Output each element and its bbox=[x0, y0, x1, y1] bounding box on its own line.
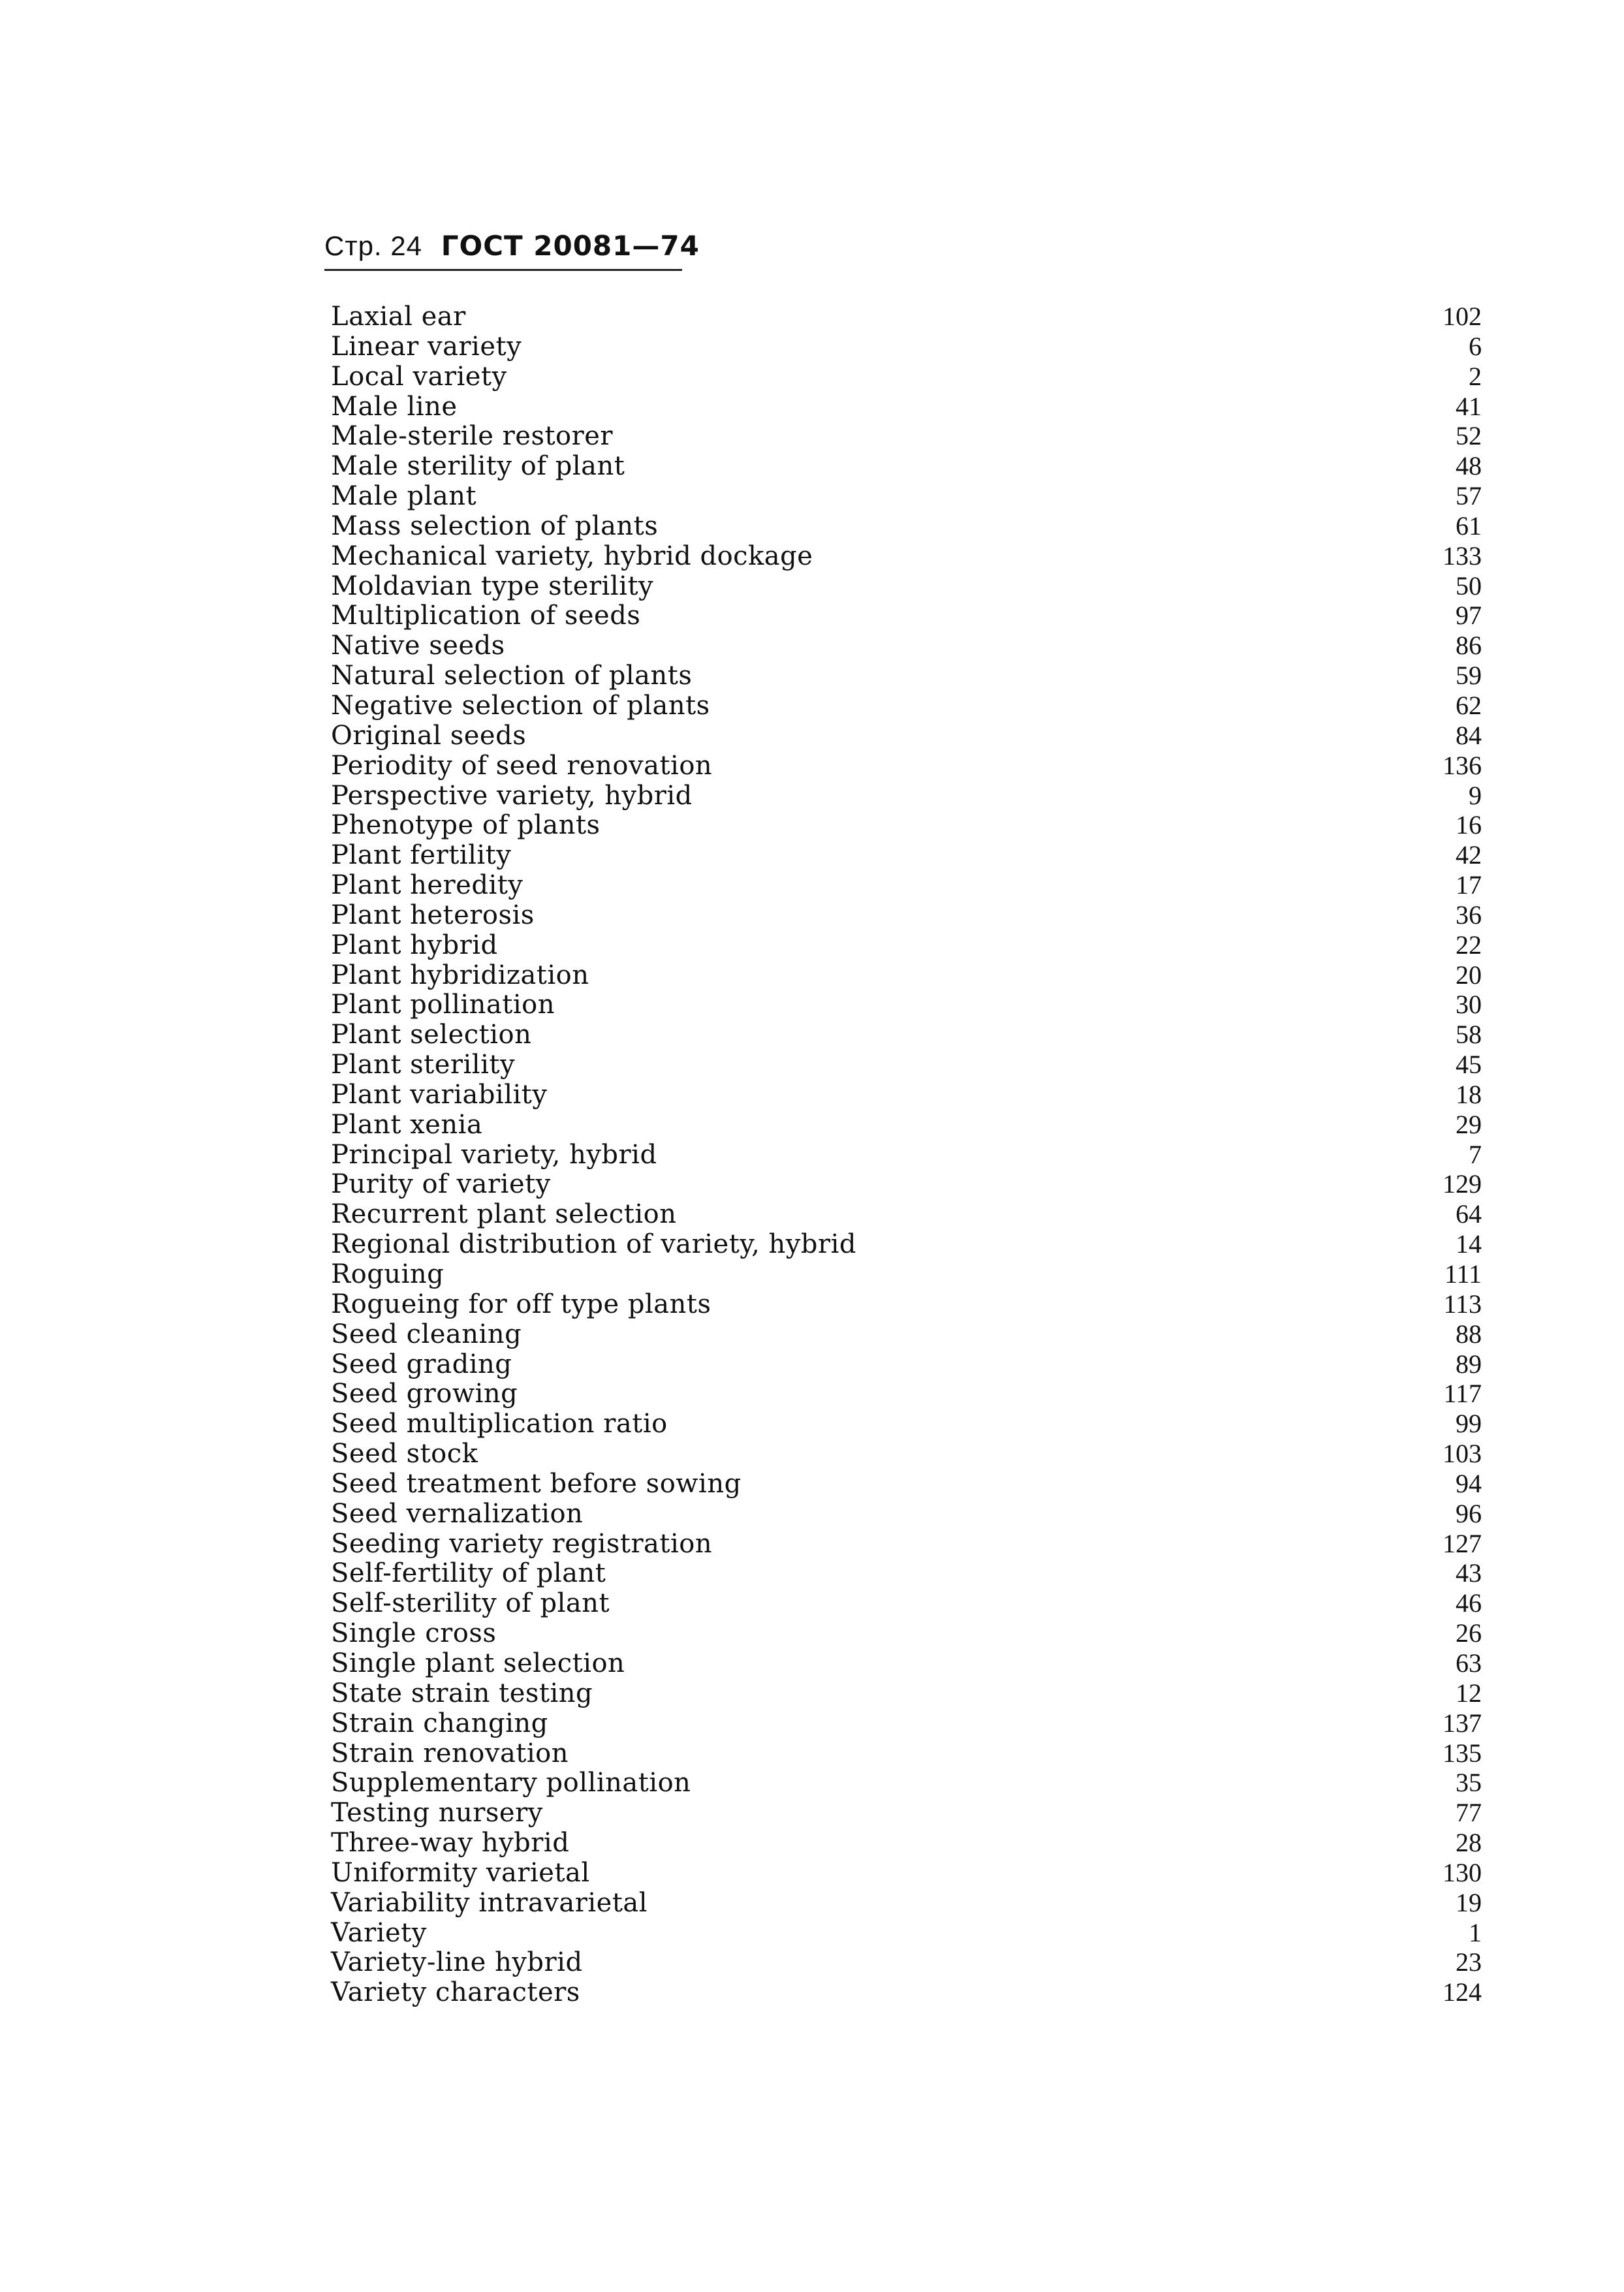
index-row bbox=[331, 1858, 1482, 1888]
index-term: Single cross bbox=[331, 1618, 497, 1649]
index-term: Plant pollination bbox=[331, 990, 555, 1020]
index-term-number: 20 bbox=[1456, 960, 1482, 990]
page-number-label: Стр. 24 bbox=[324, 230, 422, 261]
header-rule bbox=[324, 269, 682, 271]
index-row bbox=[331, 1169, 1482, 1199]
index-term-number: 28 bbox=[1456, 1828, 1482, 1858]
index-row bbox=[331, 511, 1482, 541]
index-term-number: 94 bbox=[1456, 1468, 1482, 1498]
index-term: Roguing bbox=[331, 1259, 445, 1289]
index-term-number: 36 bbox=[1456, 900, 1482, 930]
index-term: Self-sterility of plant bbox=[331, 1588, 610, 1619]
index-row bbox=[331, 631, 1482, 661]
index-term: Strain changing bbox=[331, 1708, 548, 1738]
index-row bbox=[331, 810, 1482, 840]
index-term: Phenotype of plants bbox=[331, 810, 601, 841]
index-row bbox=[331, 1379, 1482, 1409]
index-row bbox=[331, 1828, 1482, 1858]
index-term: Plant hybridization bbox=[331, 960, 589, 990]
index-row bbox=[331, 1439, 1482, 1469]
index-term: Male plant bbox=[331, 481, 477, 512]
index-term-number: 52 bbox=[1456, 421, 1482, 451]
index-row bbox=[331, 392, 1482, 422]
alphabetical-index bbox=[331, 302, 1482, 2007]
index-term: Rogueing for off type plants bbox=[331, 1289, 711, 1319]
index-term: Plant selection bbox=[331, 1020, 532, 1050]
index-term-number: 63 bbox=[1456, 1648, 1482, 1678]
index-term: Plant xenia bbox=[331, 1109, 483, 1140]
index-term-number: 86 bbox=[1456, 631, 1482, 661]
index-term: Native seeds bbox=[331, 631, 505, 661]
index-term: Testing nursery bbox=[331, 1798, 543, 1829]
index-row bbox=[331, 1259, 1482, 1289]
index-term-number: 137 bbox=[1443, 1708, 1482, 1738]
index-row bbox=[331, 1977, 1482, 2007]
index-term-number: 29 bbox=[1456, 1109, 1482, 1139]
index-term-number: 42 bbox=[1456, 840, 1482, 870]
index-row bbox=[331, 1110, 1482, 1140]
index-term: Supplementary pollination bbox=[331, 1768, 691, 1798]
index-row bbox=[331, 541, 1482, 571]
index-term: Plant heterosis bbox=[331, 900, 535, 930]
index-term: Variety characters bbox=[331, 1977, 580, 2008]
index-row bbox=[331, 1558, 1482, 1588]
index-row bbox=[331, 1409, 1482, 1439]
index-row bbox=[331, 781, 1482, 811]
index-row bbox=[331, 1349, 1482, 1379]
index-row bbox=[331, 691, 1482, 721]
index-term: Negative selection of plants bbox=[331, 690, 710, 721]
index-term-number: 64 bbox=[1456, 1199, 1482, 1229]
index-term: Original seeds bbox=[331, 720, 527, 751]
index-row bbox=[331, 930, 1482, 960]
index-row bbox=[331, 1229, 1482, 1259]
index-term: Regional distribution of variety, hybrid bbox=[331, 1229, 856, 1260]
index-term-number: 23 bbox=[1456, 1947, 1482, 1977]
index-term: Principal variety, hybrid bbox=[331, 1139, 657, 1170]
index-row bbox=[331, 1080, 1482, 1110]
index-term-number: 17 bbox=[1456, 870, 1482, 900]
index-term-number: 89 bbox=[1456, 1349, 1482, 1379]
index-term-number: 19 bbox=[1456, 1887, 1482, 1917]
index-term-number: 129 bbox=[1443, 1169, 1482, 1199]
index-row bbox=[331, 840, 1482, 870]
index-term-number: 12 bbox=[1456, 1678, 1482, 1708]
index-row bbox=[331, 1888, 1482, 1918]
index-term-number: 59 bbox=[1456, 661, 1482, 691]
index-row bbox=[331, 990, 1482, 1020]
index-row bbox=[331, 1678, 1482, 1708]
index-row bbox=[331, 1529, 1482, 1559]
index-term: Mechanical variety, hybrid dockage bbox=[331, 541, 813, 571]
index-term-number: 26 bbox=[1456, 1618, 1482, 1648]
index-term: Three-way hybrid bbox=[331, 1828, 570, 1859]
index-term: Strain renovation bbox=[331, 1738, 569, 1768]
index-row bbox=[331, 1618, 1482, 1648]
index-term-number: 111 bbox=[1444, 1259, 1482, 1289]
index-term: Variety-line hybrid bbox=[331, 1947, 583, 1978]
index-term: Mass selection of plants bbox=[331, 510, 659, 541]
index-term: Linear variety bbox=[331, 331, 522, 362]
index-term-number: 2 bbox=[1469, 361, 1482, 391]
index-row bbox=[331, 332, 1482, 362]
index-term: Seed multiplication ratio bbox=[331, 1409, 668, 1439]
index-row bbox=[331, 900, 1482, 930]
page-header bbox=[324, 230, 700, 262]
index-term-number: 46 bbox=[1456, 1588, 1482, 1618]
index-row bbox=[331, 421, 1482, 451]
index-term-number: 7 bbox=[1469, 1139, 1482, 1169]
index-term-number: 18 bbox=[1456, 1079, 1482, 1109]
index-row bbox=[331, 751, 1482, 781]
index-term-number: 61 bbox=[1456, 510, 1482, 541]
index-row bbox=[331, 1588, 1482, 1618]
index-term: Seed grading bbox=[331, 1349, 512, 1379]
index-term-number: 97 bbox=[1456, 601, 1482, 631]
index-term-number: 30 bbox=[1456, 990, 1482, 1020]
index-term-number: 133 bbox=[1443, 541, 1482, 571]
index-term: Plant sterility bbox=[331, 1050, 516, 1080]
index-row bbox=[331, 1199, 1482, 1229]
index-row bbox=[331, 1738, 1482, 1768]
index-term: State strain testing bbox=[331, 1678, 593, 1708]
index-term-number: 22 bbox=[1456, 930, 1482, 960]
index-row bbox=[331, 1947, 1482, 1977]
index-term-number: 45 bbox=[1456, 1050, 1482, 1080]
index-term: Perspective variety, hybrid bbox=[331, 780, 693, 811]
index-row bbox=[331, 1499, 1482, 1529]
index-row bbox=[331, 451, 1482, 481]
index-row bbox=[331, 571, 1482, 601]
index-term: Laxial ear bbox=[331, 302, 466, 332]
index-term-number: 35 bbox=[1456, 1768, 1482, 1798]
index-term-number: 103 bbox=[1443, 1439, 1482, 1469]
index-row bbox=[331, 1140, 1482, 1170]
index-row bbox=[331, 870, 1482, 900]
index-term: Local variety bbox=[331, 361, 507, 392]
index-row bbox=[331, 1319, 1482, 1349]
index-term: Seeding variety registration bbox=[331, 1528, 713, 1559]
index-term: Plant variability bbox=[331, 1079, 548, 1110]
index-term-number: 136 bbox=[1443, 750, 1482, 780]
index-row bbox=[331, 1020, 1482, 1050]
index-row bbox=[331, 661, 1482, 691]
index-term-number: 57 bbox=[1456, 481, 1482, 511]
index-row bbox=[331, 1469, 1482, 1499]
index-row bbox=[331, 1768, 1482, 1798]
index-term-number: 16 bbox=[1456, 810, 1482, 840]
index-term-number: 96 bbox=[1456, 1498, 1482, 1528]
index-term-number: 117 bbox=[1443, 1379, 1482, 1409]
index-term: Self-fertility of plant bbox=[331, 1558, 606, 1589]
index-term: Uniformity varietal bbox=[331, 1857, 590, 1888]
index-term: Variety bbox=[331, 1917, 427, 1948]
index-term: Seed stock bbox=[331, 1439, 478, 1469]
index-term-number: 124 bbox=[1443, 1977, 1482, 2007]
index-row bbox=[331, 1918, 1482, 1948]
index-term: Plant heredity bbox=[331, 870, 523, 901]
index-row bbox=[331, 1050, 1482, 1080]
index-term: Seed vernalization bbox=[331, 1498, 584, 1529]
index-row bbox=[331, 302, 1482, 332]
index-term: Recurrent plant selection bbox=[331, 1199, 677, 1230]
index-row bbox=[331, 1798, 1482, 1828]
index-row bbox=[331, 601, 1482, 631]
index-row bbox=[331, 481, 1482, 511]
index-term-number: 62 bbox=[1456, 690, 1482, 720]
index-row bbox=[331, 1289, 1482, 1319]
index-term-number: 113 bbox=[1443, 1289, 1482, 1319]
index-term: Seed growing bbox=[331, 1379, 518, 1409]
index-term-number: 135 bbox=[1443, 1738, 1482, 1768]
index-term: Periodity of seed renovation bbox=[331, 750, 713, 781]
index-row bbox=[331, 721, 1482, 751]
index-term-number: 99 bbox=[1456, 1409, 1482, 1439]
index-term-number: 50 bbox=[1456, 571, 1482, 601]
index-row bbox=[331, 1708, 1482, 1738]
index-term-number: 9 bbox=[1469, 780, 1482, 810]
index-term-number: 41 bbox=[1456, 391, 1482, 421]
index-row bbox=[331, 362, 1482, 392]
index-term-number: 1 bbox=[1469, 1917, 1482, 1947]
index-term-number: 14 bbox=[1456, 1229, 1482, 1259]
index-term: Multiplication of seeds bbox=[331, 601, 641, 631]
index-term: Male line bbox=[331, 391, 458, 422]
standard-designation: ГОСТ 20081—74 bbox=[441, 230, 700, 262]
index-term-number: 127 bbox=[1443, 1528, 1482, 1558]
index-term: Plant hybrid bbox=[331, 930, 498, 960]
index-term: Moldavian type sterility bbox=[331, 571, 654, 601]
index-term: Plant fertility bbox=[331, 840, 512, 871]
index-term-number: 77 bbox=[1456, 1798, 1482, 1828]
index-term-number: 88 bbox=[1456, 1319, 1482, 1349]
index-term: Variability intravarietal bbox=[331, 1887, 648, 1918]
index-term-number: 130 bbox=[1443, 1857, 1482, 1887]
index-term: Seed treatment before sowing bbox=[331, 1468, 742, 1499]
index-term: Single plant selection bbox=[331, 1648, 625, 1678]
index-term-number: 84 bbox=[1456, 720, 1482, 750]
index-term-number: 48 bbox=[1456, 451, 1482, 481]
index-term-number: 58 bbox=[1456, 1020, 1482, 1050]
index-term-number: 6 bbox=[1469, 331, 1482, 361]
index-row bbox=[331, 960, 1482, 990]
index-term-number: 102 bbox=[1443, 302, 1482, 331]
index-term: Purity of variety bbox=[331, 1169, 551, 1200]
index-term: Male-sterile restorer bbox=[331, 421, 614, 452]
index-term: Seed cleaning bbox=[331, 1319, 522, 1349]
index-term: Natural selection of plants bbox=[331, 661, 693, 691]
index-term: Male sterility of plant bbox=[331, 451, 625, 482]
index-row bbox=[331, 1648, 1482, 1678]
index-term-number: 43 bbox=[1456, 1558, 1482, 1588]
